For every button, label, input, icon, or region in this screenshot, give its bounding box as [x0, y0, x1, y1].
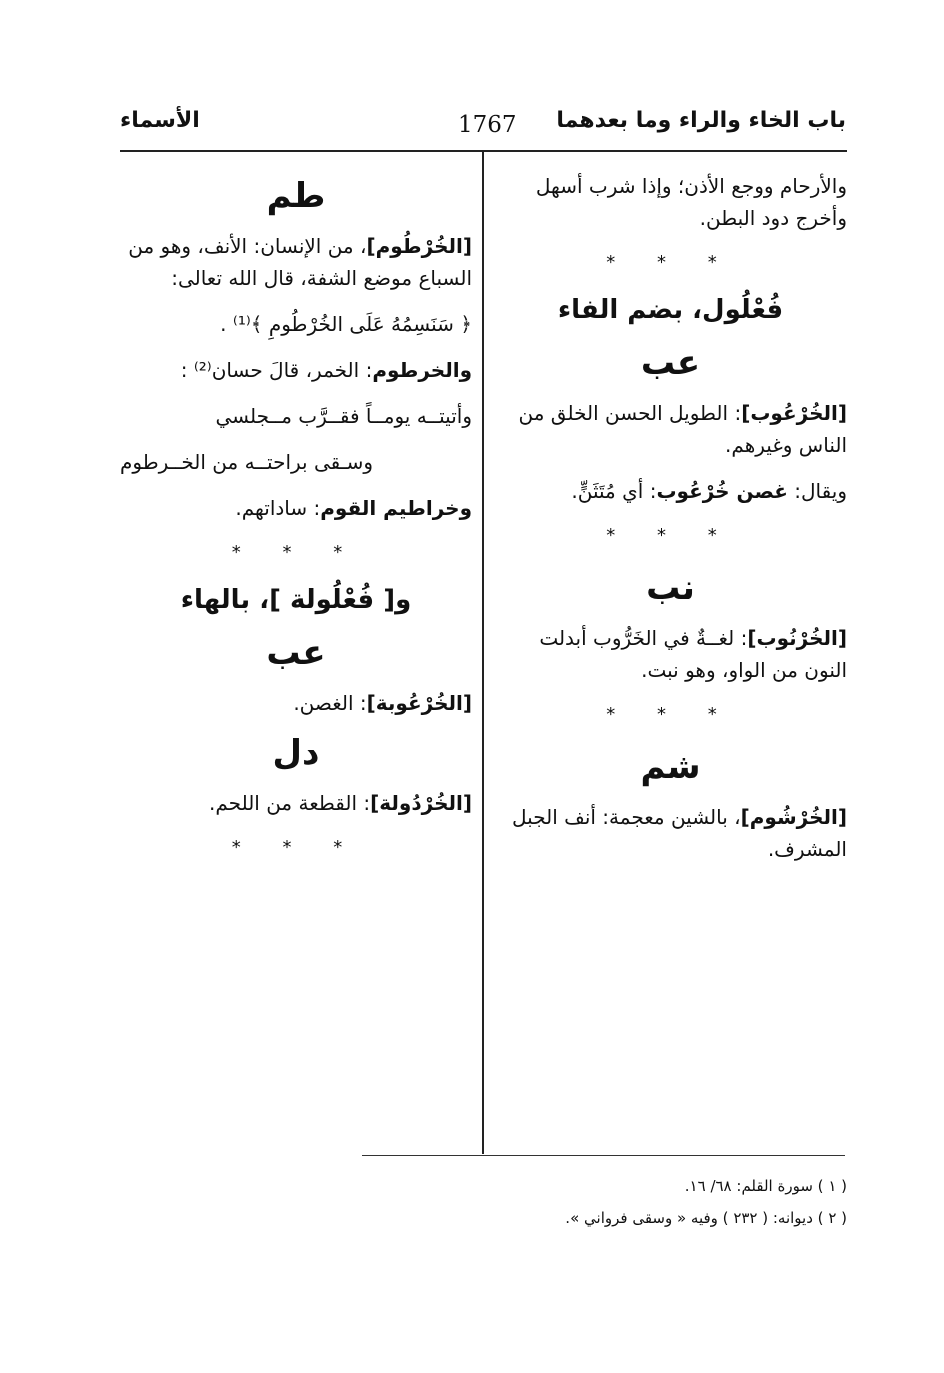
running-header-section: باب الخاء والراء وما بعدهما	[556, 108, 846, 133]
entry-prefix: ويقال:	[794, 479, 847, 503]
separator-stars: * * *	[231, 542, 361, 563]
entry-definition: ، بالشين معجمة: أنف الجبل المشرف.	[512, 805, 847, 861]
dictionary-entry	[494, 622, 847, 686]
dictionary-entry	[120, 354, 472, 386]
dictionary-entry	[120, 492, 472, 524]
dictionary-entry	[120, 787, 472, 819]
dictionary-entry	[120, 687, 472, 719]
root-heading: طم	[266, 176, 326, 216]
entry-definition: : الخمر، قالَ حسان⁽²⁾ :	[180, 358, 373, 382]
dictionary-entry	[494, 475, 847, 507]
entry-definition: : الطويل الحسن الخلق من الناس وغيرهم.	[518, 401, 847, 457]
dictionary-entry	[494, 801, 847, 865]
entry-definition: : ساداتهم.	[235, 496, 321, 520]
footnote: ( ٢ ) ديوانه: ( ٢٣٢ ) وفيه « وسقى فرواني ».	[565, 1209, 847, 1227]
running-header-chapter: الأسماء	[120, 108, 200, 133]
entry-term: [الخُرْطُوم]	[366, 234, 472, 258]
column-divider	[482, 152, 484, 1154]
entry-term: [الخُرْدُولة]	[370, 791, 472, 815]
root-heading: شم	[640, 747, 701, 787]
footnotes	[362, 1170, 847, 1234]
poetry-verse-line: وأتيتــه يومــاً فقــرَّب مــجلسي	[215, 404, 472, 428]
continuation-paragraph: والأرحام ووجع الأذن؛ وإذا شرب أسهل وأخرج دود البطن.	[535, 174, 847, 230]
entry-definition: : أي مُتَثَنٍّ.	[571, 479, 657, 503]
footnote-rule	[362, 1155, 845, 1156]
right-column	[494, 170, 847, 879]
root-heading: دل	[272, 733, 320, 773]
entry-term: والخرطوم	[372, 358, 472, 382]
poetry-verse-line: وسـقى براحتــه من الخــرطوم	[120, 450, 374, 474]
entry-term: وخراطيم القوم	[320, 496, 472, 520]
root-heading: عب	[640, 343, 701, 383]
entry-definition: : القطعة من اللحم.	[209, 791, 371, 815]
pattern-heading: فُعْلُول، بضم الفاء	[557, 295, 784, 325]
entry-term: [الخُرْشُوم]	[740, 805, 847, 829]
page-number: 1767	[458, 112, 517, 138]
separator-stars: * * *	[606, 525, 735, 546]
entry-term: [الخُرْعُوبة]	[366, 691, 472, 715]
dictionary-entry	[120, 230, 472, 294]
separator-stars: * * *	[231, 837, 361, 858]
pattern-heading: و[ فُعْلُولة ]، بالهاء	[180, 585, 412, 615]
separator-stars: * * *	[606, 704, 735, 725]
separator-stars: * * *	[606, 252, 735, 273]
entry-definition: ، من الإنسان: الأنف، وهو من السباع موضع الشفة، قال الله تعالى:	[128, 234, 472, 290]
root-heading: عب	[266, 633, 326, 673]
entry-term: [الخُرْعُوب]	[741, 401, 847, 425]
quran-quote: ﴿ سَنَسِمُهُ عَلَى الخُرْطُومِ ﴾⁽¹⁾ .	[220, 312, 472, 336]
entry-term: غصن خُرْعُوب	[656, 479, 788, 503]
footnote: ( ١ ) سورة القلم: ٦٨/ ١٦.	[684, 1177, 847, 1195]
entry-definition: : لغــةٌ في الخَرُّوب أبدلت النون من الواو، وهو نبت.	[539, 626, 847, 682]
root-heading: نب	[646, 568, 695, 608]
entry-term: [الخُرْنُوب]	[747, 626, 847, 650]
dictionary-entry	[494, 397, 847, 461]
entry-definition: : الغصن.	[293, 691, 367, 715]
left-column	[120, 170, 472, 880]
